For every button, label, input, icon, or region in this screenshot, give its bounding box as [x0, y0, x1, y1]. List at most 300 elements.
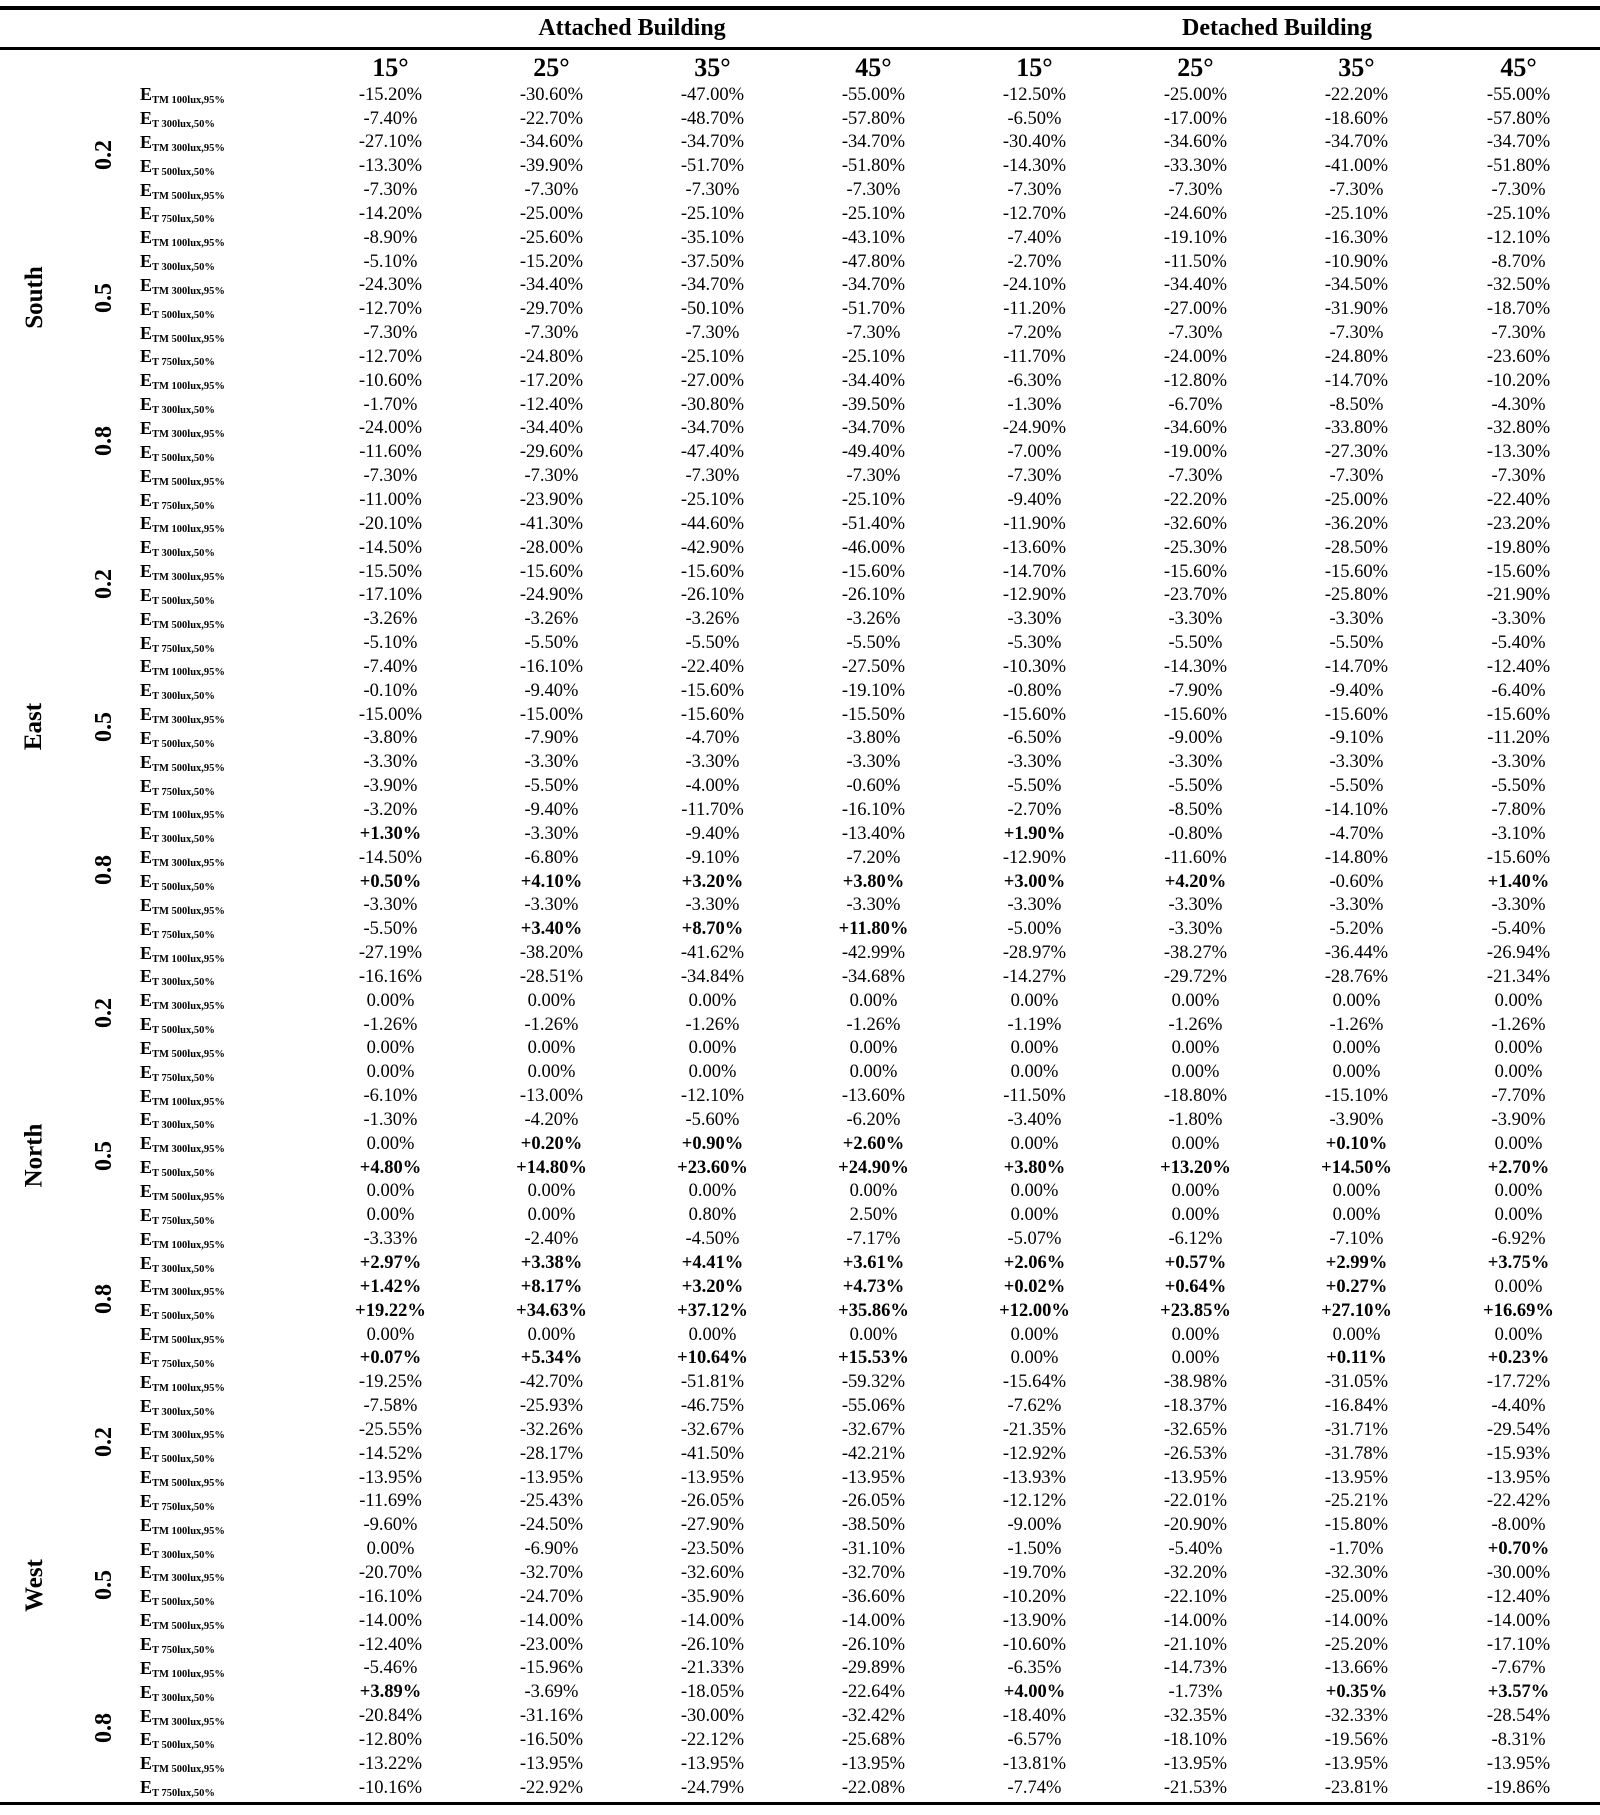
value-cell: -13.95%: [1163, 1753, 1228, 1774]
value-cell: -5.50%: [1491, 776, 1546, 797]
table-row: [0, 1228, 1600, 1252]
value-cell: -14.00%: [519, 1610, 584, 1631]
value-cell: -5.50%: [1168, 633, 1223, 654]
metric-symbol: E: [140, 155, 153, 176]
value-cell: -24.50%: [519, 1515, 584, 1536]
value-cell: -12.92%: [1002, 1443, 1067, 1464]
value-cell: -12.70%: [358, 346, 423, 367]
metric-symbol: E: [140, 1276, 153, 1297]
value-cell: -14.73%: [1163, 1658, 1228, 1679]
value-cell: +1.40%: [1487, 871, 1550, 892]
value-cell: -5.50%: [685, 633, 740, 654]
metric-label: [140, 107, 310, 131]
value-cell: -7.30%: [1007, 180, 1062, 201]
value-cell: 0.00%: [688, 1038, 737, 1059]
value-cell: -19.10%: [1163, 227, 1228, 248]
value-cell: -25.00%: [519, 203, 584, 224]
value-cell: +14.50%: [1321, 1157, 1392, 1178]
value-cell: +11.80%: [838, 919, 909, 940]
metric-label: [140, 1490, 310, 1514]
value-cell: -29.54%: [1486, 1419, 1551, 1440]
value-cell: -57.80%: [841, 108, 906, 129]
value-cell: -41.30%: [519, 513, 584, 534]
metric-label: [140, 393, 310, 417]
value-cell: -1.19%: [1007, 1014, 1062, 1035]
metric-symbol: E: [140, 513, 153, 534]
value-cell: 0.00%: [1332, 1181, 1381, 1202]
metric-subscript: T 750lux,50%: [152, 1072, 215, 1084]
value-cell: -51.40%: [841, 513, 906, 534]
value-cell: -32.30%: [1324, 1562, 1389, 1583]
metric-label: [140, 83, 310, 107]
metric-label: [140, 1514, 310, 1538]
metric-subscript: T 300lux,50%: [152, 834, 215, 846]
metric-label: [140, 1037, 310, 1061]
value-cell: -13.95%: [1486, 1753, 1551, 1774]
metric-label: [140, 131, 310, 155]
value-cell: -39.50%: [841, 394, 906, 415]
value-cell: -59.32%: [841, 1372, 906, 1393]
metric-label: [140, 345, 310, 369]
value-cell: -3.26%: [524, 609, 579, 630]
metric-label: [140, 441, 310, 465]
value-cell: -26.10%: [841, 1634, 906, 1655]
value-cell: -11.50%: [1003, 1086, 1066, 1107]
value-cell: -5.10%: [363, 251, 418, 272]
metric-symbol: E: [140, 1371, 153, 1392]
metric-label: [140, 250, 310, 274]
value-cell: -18.80%: [1163, 1086, 1228, 1107]
metric-symbol: E: [140, 871, 153, 892]
metric-subscript: TM 500lux,95%: [152, 619, 225, 631]
value-cell: -27.00%: [680, 370, 745, 391]
value-cell: -34.60%: [1163, 418, 1228, 439]
ratio-text: 0.5: [91, 282, 117, 313]
value-cell: +13.20%: [1160, 1157, 1231, 1178]
value-cell: -0.10%: [363, 680, 418, 701]
metric-label: [140, 727, 310, 751]
value-cell: -3.30%: [1168, 895, 1223, 916]
value-cell: -7.30%: [1329, 323, 1384, 344]
value-cell: -33.30%: [1163, 156, 1228, 177]
metric-symbol: E: [140, 84, 153, 105]
ratio-label: [68, 512, 140, 655]
metric-label: [140, 1466, 310, 1490]
value-cell: -1.26%: [685, 1014, 740, 1035]
metric-subscript: TM 300lux,95%: [152, 1001, 225, 1013]
table-row: [0, 1466, 1600, 1490]
value-cell: -38.20%: [519, 943, 584, 964]
value-cell: -27.00%: [1163, 299, 1228, 320]
value-cell: -28.51%: [519, 966, 584, 987]
value-cell: 0.00%: [1010, 1348, 1059, 1369]
metric-subscript: TM 100lux,95%: [152, 381, 225, 393]
value-cell: -10.90%: [1324, 251, 1389, 272]
value-cell: -14.00%: [680, 1610, 745, 1631]
value-cell: -9.00%: [1007, 1515, 1062, 1536]
metric-subscript: T 500lux,50%: [152, 1311, 215, 1323]
value-cell: -5.20%: [1329, 919, 1384, 940]
metric-label: [140, 488, 310, 512]
table-row: [0, 1681, 1600, 1705]
metric-symbol: E: [140, 227, 153, 248]
metric-label: [140, 1609, 310, 1633]
metric-symbol: E: [140, 1443, 153, 1464]
value-cell: -10.20%: [1002, 1586, 1067, 1607]
value-cell: -25.00%: [1163, 84, 1228, 105]
table-row: [0, 1442, 1600, 1466]
metric-label: [140, 1323, 310, 1347]
value-cell: -12.50%: [1002, 84, 1067, 105]
value-cell: -1.26%: [1491, 1014, 1546, 1035]
value-cell: -3.30%: [524, 823, 579, 844]
metric-label: [140, 846, 310, 870]
value-cell: 0.00%: [1494, 1062, 1543, 1083]
metric-label: [140, 560, 310, 584]
value-cell: -25.10%: [841, 346, 906, 367]
value-cell: -15.60%: [841, 561, 906, 582]
table-row: [0, 798, 1600, 822]
value-cell: -17.10%: [1486, 1634, 1551, 1655]
metric-subscript: TM 100lux,95%: [152, 524, 225, 536]
value-cell: -4.30%: [1491, 394, 1546, 415]
value-cell: 0.00%: [1171, 1038, 1220, 1059]
value-cell: -30.60%: [519, 84, 584, 105]
value-cell: -3.30%: [1007, 609, 1062, 630]
metric-subscript: T 750lux,50%: [152, 786, 215, 798]
value-cell: -7.30%: [846, 466, 901, 487]
value-cell: -11.60%: [1164, 847, 1227, 868]
metric-label: [140, 202, 310, 226]
metric-symbol: E: [140, 108, 153, 129]
value-cell: 0.00%: [688, 1324, 737, 1345]
metric-symbol: E: [140, 966, 153, 987]
value-cell: 0.00%: [849, 1038, 898, 1059]
value-cell: -32.33%: [1324, 1706, 1389, 1727]
table-row: [0, 703, 1600, 727]
value-cell: -36.20%: [1324, 513, 1389, 534]
table-row: [0, 1108, 1600, 1132]
value-cell: -32.60%: [680, 1562, 745, 1583]
metric-label: [140, 1275, 310, 1299]
value-cell: -34.70%: [841, 418, 906, 439]
value-cell: -12.90%: [1002, 847, 1067, 868]
value-cell: -11.70%: [1003, 346, 1066, 367]
value-cell: +4.41%: [681, 1253, 744, 1274]
value-cell: +8.70%: [681, 919, 744, 940]
value-cell: +4.73%: [842, 1276, 905, 1297]
metric-subscript: T 500lux,50%: [152, 166, 215, 178]
value-cell: -10.60%: [358, 370, 423, 391]
value-cell: -10.16%: [358, 1777, 423, 1798]
value-cell: -12.40%: [1486, 1586, 1551, 1607]
metric-label: [140, 1013, 310, 1037]
value-cell: -33.80%: [1324, 418, 1389, 439]
value-cell: -5.50%: [1329, 776, 1384, 797]
value-cell: -25.10%: [841, 490, 906, 511]
value-cell: -22.64%: [841, 1682, 906, 1703]
table-row: [0, 1084, 1600, 1108]
table-row: [0, 345, 1600, 369]
value-cell: -3.40%: [1007, 1109, 1062, 1130]
metric-label: [140, 465, 310, 489]
metric-subscript: TM 300lux,95%: [152, 1144, 225, 1156]
value-cell: -12.40%: [358, 1634, 423, 1655]
value-cell: -3.26%: [363, 609, 418, 630]
value-cell: -9.60%: [363, 1515, 418, 1536]
value-cell: 0.00%: [366, 1133, 415, 1154]
value-cell: -1.70%: [1329, 1539, 1384, 1560]
value-cell: 0.00%: [527, 1062, 576, 1083]
table-row: [0, 417, 1600, 441]
table-row: [0, 894, 1600, 918]
value-cell: +35.86%: [838, 1300, 909, 1321]
value-cell: -0.80%: [1168, 823, 1223, 844]
table-row: [0, 941, 1600, 965]
metric-label: [140, 941, 310, 965]
value-cell: -16.10%: [358, 1586, 423, 1607]
value-cell: -3.30%: [524, 752, 579, 773]
value-cell: 0.00%: [527, 1205, 576, 1226]
value-cell: 0.00%: [849, 1181, 898, 1202]
value-cell: +3.57%: [1487, 1682, 1550, 1703]
value-cell: -16.84%: [1324, 1396, 1389, 1417]
value-cell: -34.40%: [519, 275, 584, 296]
value-cell: -19.56%: [1324, 1729, 1389, 1750]
table-row: [0, 274, 1600, 298]
angle-header: 45°: [855, 53, 892, 82]
value-cell: -17.72%: [1486, 1372, 1551, 1393]
metric-subscript: TM 100lux,95%: [152, 1668, 225, 1680]
ratio-text: 0.5: [91, 1140, 117, 1171]
ratio-label: [68, 1084, 140, 1227]
value-cell: -6.50%: [1007, 728, 1062, 749]
value-cell: -5.40%: [1168, 1539, 1223, 1560]
metric-symbol: E: [140, 1777, 153, 1798]
value-cell: +0.11%: [1326, 1348, 1387, 1369]
metric-subscript: T 750lux,50%: [152, 1358, 215, 1370]
value-cell: -30.00%: [680, 1706, 745, 1727]
value-cell: -34.40%: [841, 370, 906, 391]
value-cell: -3.30%: [846, 752, 901, 773]
value-cell: -12.80%: [358, 1729, 423, 1750]
value-cell: -22.12%: [680, 1729, 745, 1750]
value-cell: -37.50%: [680, 251, 745, 272]
metric-subscript: TM 100lux,95%: [152, 1382, 225, 1394]
value-cell: -32.60%: [1163, 513, 1228, 534]
value-cell: -11.20%: [1003, 299, 1066, 320]
value-cell: -42.90%: [680, 537, 745, 558]
metric-symbol: E: [140, 1586, 153, 1607]
value-cell: -1.73%: [1168, 1682, 1223, 1703]
value-cell: -12.70%: [358, 299, 423, 320]
value-cell: 0.00%: [366, 1205, 415, 1226]
value-cell: +0.57%: [1164, 1253, 1227, 1274]
value-cell: -30.40%: [1002, 132, 1067, 153]
value-cell: -11.70%: [681, 799, 744, 820]
metric-symbol: E: [140, 1061, 153, 1082]
metric-label: [140, 989, 310, 1013]
value-cell: 0.00%: [527, 1181, 576, 1202]
ratio-text: 0.8: [91, 425, 117, 456]
metric-subscript: T 500lux,50%: [152, 1597, 215, 1609]
metric-label: [140, 155, 310, 179]
value-cell: 0.00%: [1010, 1062, 1059, 1083]
value-cell: -32.26%: [519, 1419, 584, 1440]
value-cell: -35.90%: [680, 1586, 745, 1607]
metric-symbol: E: [140, 751, 153, 772]
ratio-text: 0.2: [91, 568, 117, 599]
value-cell: -1.70%: [363, 394, 418, 415]
value-cell: -5.30%: [1007, 633, 1062, 654]
value-cell: 0.00%: [1171, 990, 1220, 1011]
value-cell: -25.68%: [841, 1729, 906, 1750]
metric-symbol: E: [140, 584, 153, 605]
value-cell: -8.90%: [363, 227, 418, 248]
orientation-text: South: [20, 266, 48, 329]
metric-label: [140, 1681, 310, 1705]
value-cell: -5.50%: [524, 633, 579, 654]
value-cell: 0.00%: [1171, 1348, 1220, 1369]
value-cell: -22.70%: [519, 108, 584, 129]
value-cell: -32.70%: [519, 1562, 584, 1583]
value-cell: -5.50%: [1007, 776, 1062, 797]
value-cell: -14.00%: [841, 1610, 906, 1631]
value-cell: 0.00%: [527, 1324, 576, 1345]
table-bottom-rule: [0, 1802, 1600, 1805]
value-cell: -32.70%: [841, 1562, 906, 1583]
table-row: [0, 965, 1600, 989]
value-cell: -39.90%: [519, 156, 584, 177]
value-cell: +2.99%: [1325, 1253, 1388, 1274]
metric-label: [140, 321, 310, 345]
value-cell: 0.80%: [688, 1205, 737, 1226]
table-row: [0, 512, 1600, 536]
value-cell: +2.06%: [1003, 1253, 1066, 1274]
value-cell: -14.00%: [1486, 1610, 1551, 1631]
value-cell: -29.89%: [841, 1658, 906, 1679]
value-cell: -41.50%: [680, 1443, 745, 1464]
table-row: [0, 1156, 1600, 1180]
metric-label: [140, 870, 310, 894]
table-row: [0, 1251, 1600, 1275]
metric-symbol: E: [140, 1204, 153, 1225]
orientation-text: East: [20, 703, 48, 751]
table-row: [0, 1585, 1600, 1609]
metric-label: [140, 1442, 310, 1466]
metric-symbol: E: [140, 203, 153, 224]
value-cell: -15.60%: [1163, 704, 1228, 725]
value-cell: -51.80%: [1486, 156, 1551, 177]
value-cell: -13.40%: [841, 823, 906, 844]
value-cell: -3.26%: [846, 609, 901, 630]
value-cell: -32.35%: [1163, 1706, 1228, 1727]
metric-label: [140, 1728, 310, 1752]
metric-subscript: TM 300lux,95%: [152, 285, 225, 297]
value-cell: -6.57%: [1007, 1729, 1062, 1750]
metric-label: [140, 608, 310, 632]
value-cell: 0.00%: [1332, 1324, 1381, 1345]
value-cell: -25.00%: [1324, 490, 1389, 511]
value-cell: -13.66%: [1324, 1658, 1389, 1679]
value-cell: -3.90%: [1329, 1109, 1384, 1130]
value-cell: -15.96%: [519, 1658, 584, 1679]
value-cell: -16.10%: [841, 799, 906, 820]
metric-label: [140, 918, 310, 942]
table-row: [0, 751, 1600, 775]
metric-label: [140, 274, 310, 298]
value-cell: -15.20%: [358, 84, 423, 105]
metric-label: [140, 1156, 310, 1180]
value-cell: -22.42%: [1486, 1491, 1551, 1512]
metric-subscript: T 500lux,50%: [152, 1740, 215, 1752]
value-cell: -15.64%: [1002, 1372, 1067, 1393]
value-cell: -3.30%: [1168, 752, 1223, 773]
value-cell: -20.90%: [1163, 1515, 1228, 1536]
value-cell: -14.50%: [358, 537, 423, 558]
value-cell: -7.30%: [1329, 180, 1384, 201]
value-cell: -22.40%: [1486, 490, 1551, 511]
orientation-label: [0, 941, 68, 1370]
table-row: [0, 608, 1600, 632]
value-cell: -3.30%: [1329, 752, 1384, 773]
value-cell: -6.90%: [524, 1539, 579, 1560]
metric-subscript: T 500lux,50%: [152, 882, 215, 894]
value-cell: -11.60%: [359, 442, 422, 463]
table-row: [0, 989, 1600, 1013]
value-cell: -25.10%: [841, 203, 906, 224]
value-cell: +4.20%: [1164, 871, 1227, 892]
value-cell: -14.70%: [1324, 656, 1389, 677]
ratio-text: 0.2: [91, 1427, 117, 1458]
table-row: [0, 536, 1600, 560]
metric-symbol: E: [140, 1324, 153, 1345]
value-cell: -1.30%: [1007, 394, 1062, 415]
metric-subscript: T 300lux,50%: [152, 1549, 215, 1561]
value-cell: -1.80%: [1168, 1109, 1223, 1130]
value-cell: -31.10%: [841, 1539, 906, 1560]
value-cell: -34.84%: [680, 966, 745, 987]
metric-subscript: TM 500lux,95%: [152, 1335, 225, 1347]
value-cell: -18.10%: [1163, 1729, 1228, 1750]
metric-symbol: E: [140, 1490, 153, 1511]
ratio-label: [68, 1514, 140, 1657]
value-cell: -2.70%: [1007, 799, 1062, 820]
value-cell: -30.00%: [1486, 1562, 1551, 1583]
table-row: [0, 1728, 1600, 1752]
metric-subscript: TM 300lux,95%: [152, 142, 225, 154]
value-cell: -25.10%: [1324, 203, 1389, 224]
value-cell: -46.00%: [841, 537, 906, 558]
ratio-label: [68, 226, 140, 369]
group-header-row: [0, 8, 1600, 49]
table-row: [0, 1371, 1600, 1395]
group-header-detached: Detached Building: [954, 8, 1600, 49]
metric-symbol: E: [140, 1610, 153, 1631]
value-cell: +2.70%: [1487, 1157, 1550, 1178]
metric-subscript: TM 500lux,95%: [152, 1764, 225, 1776]
value-cell: -18.60%: [1324, 108, 1389, 129]
value-cell: -55.00%: [841, 84, 906, 105]
value-cell: -13.95%: [519, 1753, 584, 1774]
value-cell: 0.00%: [1171, 1133, 1220, 1154]
value-cell: +5.34%: [520, 1348, 583, 1369]
metric-symbol: E: [140, 1133, 153, 1154]
table-row: [0, 1561, 1600, 1585]
value-cell: +0.90%: [681, 1133, 744, 1154]
value-cell: -3.20%: [363, 799, 418, 820]
value-cell: -7.30%: [685, 323, 740, 344]
